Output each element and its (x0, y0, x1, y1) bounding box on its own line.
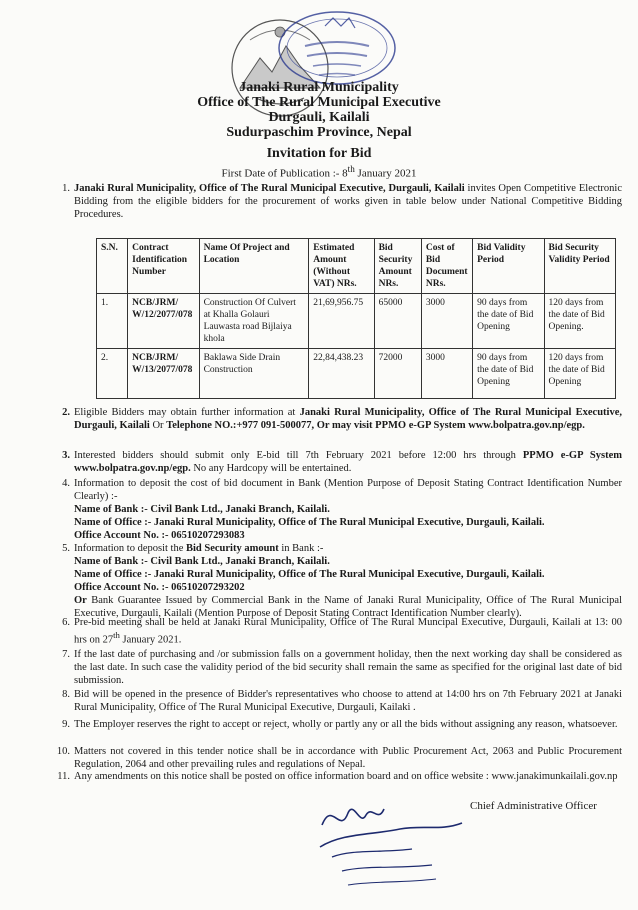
col-bid-security: Bid Security Amount NRs. (374, 239, 421, 294)
cell-project: Baklawa Side Drain Construction (199, 349, 309, 399)
notice-item-2: 2. Eligible Bidders may obtain further information at Janaki Rural Municipality, Office of The Rural Municipal Executive, Durgauli, Kailali Or Telephone NO.:+977 091-500077, Or may visit PPMO e-GP System www.bolpatra.gov.np/egp. (62, 407, 622, 431)
notice-item-3: 3. Interested bidders should submit only E-bid till 7th February 2021 before 12:00 hrs through PPMO e-GP System www.bolpatra.gov.np/egp. No any Hardcopy will be entertained. (62, 450, 623, 474)
col-contract-id: Contract Identification Number (128, 239, 199, 294)
cell-bid-security: 72000 (374, 349, 421, 399)
col-cost-of-document: Cost of Bid Document NRs. (421, 239, 472, 294)
bid-table (96, 238, 616, 399)
col-project: Name Of Project and Location (199, 239, 309, 294)
notice-item-6: 6. Pre-bid meeting shall be held at Janaki Rural Municipality, Office of The Rural Muncipal Executive, Durgauli, Kailali at 13: 00 hrs on 27th January 2021. (62, 617, 622, 646)
col-bid-validity: Bid Validity Period (473, 239, 544, 294)
cell-sn: 1. (97, 294, 128, 349)
office-seal-stamp (275, 8, 400, 88)
table-row (97, 349, 616, 399)
notice-item-8: 8. Bid will be opened in the presence of Bidder's representatives who choose to attend at 14:00 hrs on 7th February 2021 at Janaki Rural Municipality, Office of The Rural Municipal Executive, Durgauli, Kailaki . (62, 689, 622, 713)
header-office: Office of The Rural Municipal Executive (197, 95, 441, 110)
publication-date: First Date of Publication :- 8th January 2021 (221, 164, 417, 180)
account-number: Office Account No. :- 06510207293083 (74, 530, 245, 541)
cell-contract-id: NCB/JRM/ W/12/2077/078 (128, 294, 199, 349)
office-name: Name of Office :- Janaki Rural Municipality, Office of The Rural Municipal Executive, Durgauli, Kailali. (74, 517, 545, 528)
cell-estimated-amount: 21,69,956.75 (309, 294, 374, 349)
cell-cost-of-document: 3000 (421, 294, 472, 349)
header-location: Durgauli, Kailali (268, 110, 370, 125)
notice-item-10: 10. Matters not covered in this tender notice shall be in accordance with Public Procurement Act, 2063 and Public Procurement Regulation, 2064 and other prevailing rules and regulations of Nepal. (56, 746, 622, 770)
cell-security-validity: 120 days from the date of Bid Opening (544, 349, 615, 399)
notice-item-9: 9. The Employer reserves the right to accept or reject, wholly or partly any or all the bids without assigning any reason, whatsoever. (62, 719, 618, 730)
cell-sn: 2. (97, 349, 128, 399)
col-sn: S.N. (97, 239, 128, 294)
notice-item-7: 7. If the last date of purchasing and /or submission falls on a government holiday, then the next working day shall be considered as the last date. In such case the validity period of the bid security shall remain the same as specified for the original last date of bid submission. (62, 649, 622, 686)
cell-bid-validity: 90 days from the date of Bid Opening (473, 294, 544, 349)
bank-name: Name of Bank :- Civil Bank Ltd., Janaki Branch, Kailali. (74, 504, 330, 515)
cell-bid-security: 65000 (374, 294, 421, 349)
notice-item-4: 4. Information to deposit the cost of bid document in Bank (Mention Purpose of Deposit Stating Contract Identification Number Clearly) :- Name of Bank :- Civil Bank Ltd., Janaki Branch, Kailali. Name of Office :- Janaki Rural Municipality, Office of The Rural Municipal Executive, Durgauli, Kailali. Office Account No. :- 06510207293083 (62, 478, 622, 541)
cell-estimated-amount: 22,84,438.23 (309, 349, 374, 399)
cell-contract-id: NCB/JRM/ W/13/2077/078 (128, 349, 199, 399)
table-header-row (97, 239, 616, 294)
header-province: Sudurpaschim Province, Nepal (226, 125, 412, 140)
bank-name: Name of Bank :- Civil Bank Ltd., Janaki Branch, Kailali. (74, 556, 330, 567)
notice-item-5: 5. Information to deposit the Bid Security amount in Bank :- Name of Bank :- Civil Bank Ltd., Janaki Branch, Kailali. Name of Office :- Janaki Rural Municipality, Office of The Rural Municipal Executive, Durgauli, Kailali. Office Account No. :- 06510207293202 Or Bank Guarantee Issued by Commercial Bank in the Name of Janaki Rural Municipality, Office of The Rural Municipal Executive, Durgauli, Kailali (Mention Purpose of Deposit Stating Contract Identification Number clearly). (62, 543, 622, 619)
handwritten-signature (312, 795, 482, 895)
page-title: Invitation for Bid (266, 146, 372, 161)
account-number: Office Account No. :- 06510207293202 (74, 582, 245, 593)
table-row (97, 294, 616, 349)
office-name: Name of Office :- Janaki Rural Municipality, Office of The Rural Municipal Executive, Durgauli, Kailali. (74, 569, 545, 580)
cell-bid-validity: 90 days from the date of Bid Opening (473, 349, 544, 399)
cell-project: Construction Of Culvert at Khalla Golauri Lauwasta road Bijlaiya khola (199, 294, 309, 349)
col-estimated-amount: Estimated Amount (Without VAT) NRs. (309, 239, 374, 294)
chief-administrative-officer-label: Chief Administrative Officer (470, 800, 597, 812)
notice-item-1: 1. Janaki Rural Municipality, Office of The Rural Municipal Executive, Durgauli, Kailali invites Open Competitive Electronic Bidding from the eligible bidders for the procurement of works given in table below under National Competitive Bidding Procedures. (62, 183, 623, 220)
cell-cost-of-document: 3000 (421, 349, 472, 399)
notice-item-11: 11. Any amendments on this notice shall be posted on office information board and on office website : www.janakimunkailali.gov.np (57, 771, 618, 782)
cell-security-validity: 120 days from the date of Bid Opening. (544, 294, 615, 349)
col-security-validity: Bid Security Validity Period (544, 239, 615, 294)
header-municipality: Janaki Rural Municipality (239, 80, 399, 95)
